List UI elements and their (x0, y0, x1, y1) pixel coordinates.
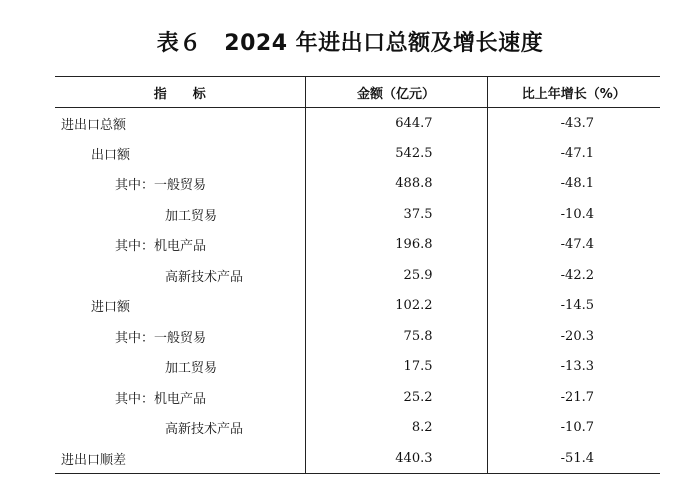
row-growth: -14.5 (487, 291, 660, 322)
row-growth: -47.4 (487, 230, 660, 261)
row-amount: 644.7 (305, 108, 487, 139)
row-amount: 196.8 (305, 230, 487, 261)
table-row (55, 169, 660, 200)
table-row (55, 413, 660, 444)
row-amount: 25.9 (305, 260, 487, 291)
row-growth: -13.3 (487, 352, 660, 383)
row-growth: -51.4 (487, 443, 660, 474)
row-label: 高新技术产品 (165, 422, 244, 438)
row-label: 进出口总额 (61, 117, 127, 133)
row-amount: 17.5 (305, 352, 487, 383)
table-row (55, 138, 660, 169)
table-row (55, 321, 660, 352)
row-amount: 102.2 (305, 291, 487, 322)
row-growth: -42.2 (487, 260, 660, 291)
header-indicator: 指 标 (55, 77, 305, 108)
table-row (55, 108, 660, 139)
table-container (55, 76, 660, 474)
row-amount: 440.3 (305, 443, 487, 474)
row-amount: 75.8 (305, 321, 487, 352)
row-growth: -48.1 (487, 169, 660, 200)
row-growth: -20.3 (487, 321, 660, 352)
table-title: 表６ 2024 年进出口总额及增长速度 (156, 31, 544, 56)
row-label: 进出口顺差 (55, 443, 305, 474)
table-row (55, 352, 660, 383)
table-row (55, 291, 660, 322)
row-label: 高新技术产品 (165, 269, 244, 285)
row-label: 出口额 (91, 147, 131, 163)
trade-table (55, 76, 660, 474)
table-row (55, 260, 660, 291)
table-row (55, 199, 660, 230)
row-label: 加工贸易 (165, 208, 218, 224)
row-label: 进口额 (91, 300, 131, 316)
row-growth: -47.1 (487, 138, 660, 169)
row-growth: -10.4 (487, 199, 660, 230)
table-row (55, 382, 660, 413)
row-growth: -43.7 (487, 108, 660, 139)
header-row (55, 77, 660, 108)
table-row (55, 443, 660, 474)
row-amount: 37.5 (305, 199, 487, 230)
table-row (55, 230, 660, 261)
row-amount: 25.2 (305, 382, 487, 413)
row-amount: 8.2 (305, 413, 487, 444)
row-label: 其中：机电产品 (115, 391, 207, 407)
row-label: 其中：一般贸易 (115, 330, 207, 346)
row-growth: -10.7 (487, 413, 660, 444)
table-body (55, 108, 660, 474)
row-amount: 542.5 (305, 138, 487, 169)
row-label: 加工贸易 (165, 361, 218, 377)
header-amount: 金额（亿元） (305, 77, 487, 108)
row-amount: 488.8 (305, 169, 487, 200)
row-growth: -21.7 (487, 382, 660, 413)
row-label: 其中：一般贸易 (115, 178, 207, 194)
table-header (55, 77, 660, 108)
row-label: 其中：机电产品 (115, 239, 207, 255)
header-growth: 比上年增长（%） (487, 77, 660, 108)
